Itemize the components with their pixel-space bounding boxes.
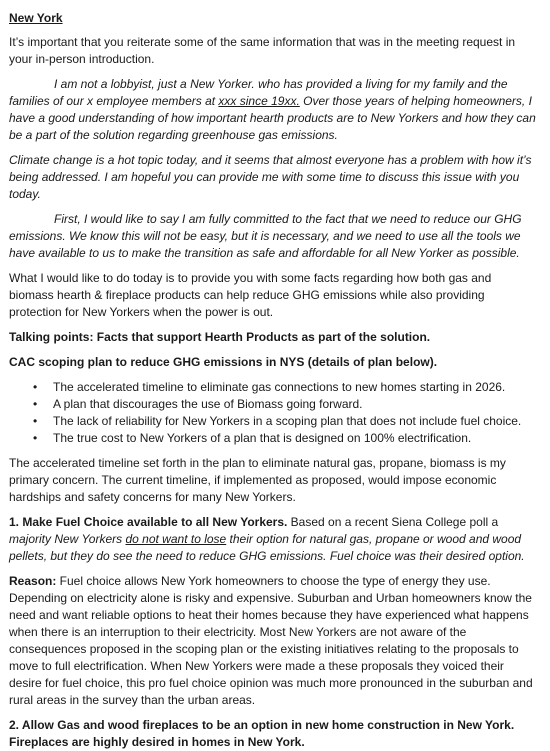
bullet-list bbox=[9, 379, 538, 447]
list-item: • The lack of reliability for New Yorkers in a scoping plan that does not include fuel choice. bbox=[43, 413, 538, 430]
reason-paragraph bbox=[9, 573, 538, 709]
cac-heading: CAC scoping plan to reduce GHG emissions in NYS (details of plan below). bbox=[9, 355, 438, 369]
document-heading: New York bbox=[9, 11, 63, 25]
talking-points-heading: Talking points: Facts that support Hearth Products as part of the solution. bbox=[9, 330, 431, 344]
lobbyist-paragraph bbox=[9, 76, 538, 144]
committed-paragraph: First, I would like to say I am fully committed to the fact that we need to reduce our GHG emissions. We know this will not be easy, but it is necessary, and we need to use all the tools we have available to us to make the transition as safe and affordable for all New Yorker as possible. bbox=[9, 212, 522, 260]
lobbyist-text-underlined: xxx since 19xx. bbox=[218, 94, 300, 108]
reason-label: Reason: bbox=[9, 574, 57, 588]
list-item: • A plan that discourages the use of Biomass going forward. bbox=[43, 396, 538, 413]
point1-text-d: their option for natural gas, propane or wood and wood pellets, but they do see the need to reduce GHG emissions. Fuel choice was their desired option. bbox=[9, 532, 525, 563]
point1-text-underlined: do not want to lose bbox=[125, 532, 227, 546]
point2-paragraph: 2. Allow Gas and wood fireplaces to be an option in new home construction in New York. Fireplaces are highly desired in homes in New York. bbox=[9, 718, 515, 749]
point1-title: 1. Make Fuel Choice available to all New Yorkers. bbox=[9, 515, 288, 529]
reason-text: Fuel choice allows New York homeowners to choose the type of energy they use. Depending on electricity alone is risky and expensive. Suburban and Urban homeowners know the need and want reliable options to heat their homes because they have experienced what happens when there is an interruption to their electricity. Most New Yorkers are not aware of the consequences proposed in the scoping plan or the existing initiatives relating to the proposals to move to full electrification. When New Yorkers were made a these proposals they voiced their desire for fuel choice, this pro fuel choice opinion was much more pronounced in the suburban and rural areas in the survey than the urban areas. bbox=[9, 574, 533, 707]
list-item: • The true cost to New Yorkers of a plan that is designed on 100% electrification. bbox=[43, 430, 538, 447]
provide-paragraph: What I would like to do today is to provide you with some facts regarding how both gas and biomass hearth & fireplace products can help reduce GHG emissions while also providing protection for New Yorkers when the power is out. bbox=[9, 271, 492, 319]
point1-text-b: majority New Yorkers bbox=[9, 532, 126, 546]
lobbyist-text-a: I am not a lobbyist, just a New Yorker. who has provided a living for my family and the families of our x employee members at bbox=[9, 77, 508, 108]
lobbyist-text-c: Over those years of helping homeowners, I have a good understanding of how important hearth products are to New Yorkers and how they can be a part of the solution regarding greenhouse gas emissions. bbox=[9, 94, 536, 142]
point1-text-a: Based on a recent Siena College poll a bbox=[287, 515, 499, 529]
point1-paragraph bbox=[9, 514, 538, 565]
intro-paragraph: It’s important that you reiterate some of the same information that was in the meeting request in your in-person introduction. bbox=[9, 35, 516, 66]
list-item: • The accelerated timeline to eliminate gas connections to new homes starting in 2026. bbox=[43, 379, 538, 396]
climate-paragraph: Climate change is a hot topic today, and it seems that almost everyone has a problem with how it’s being addressed. I am hopeful you can provide me with some time to discuss this issue with you today. bbox=[9, 153, 532, 201]
timeline-paragraph: The accelerated timeline set forth in the plan to eliminate natural gas, propane, biomass is my primary concern. The current timeline, if implemented as proposed, would impose economic hardships and safety concerns for many New Yorkers. bbox=[9, 456, 506, 504]
